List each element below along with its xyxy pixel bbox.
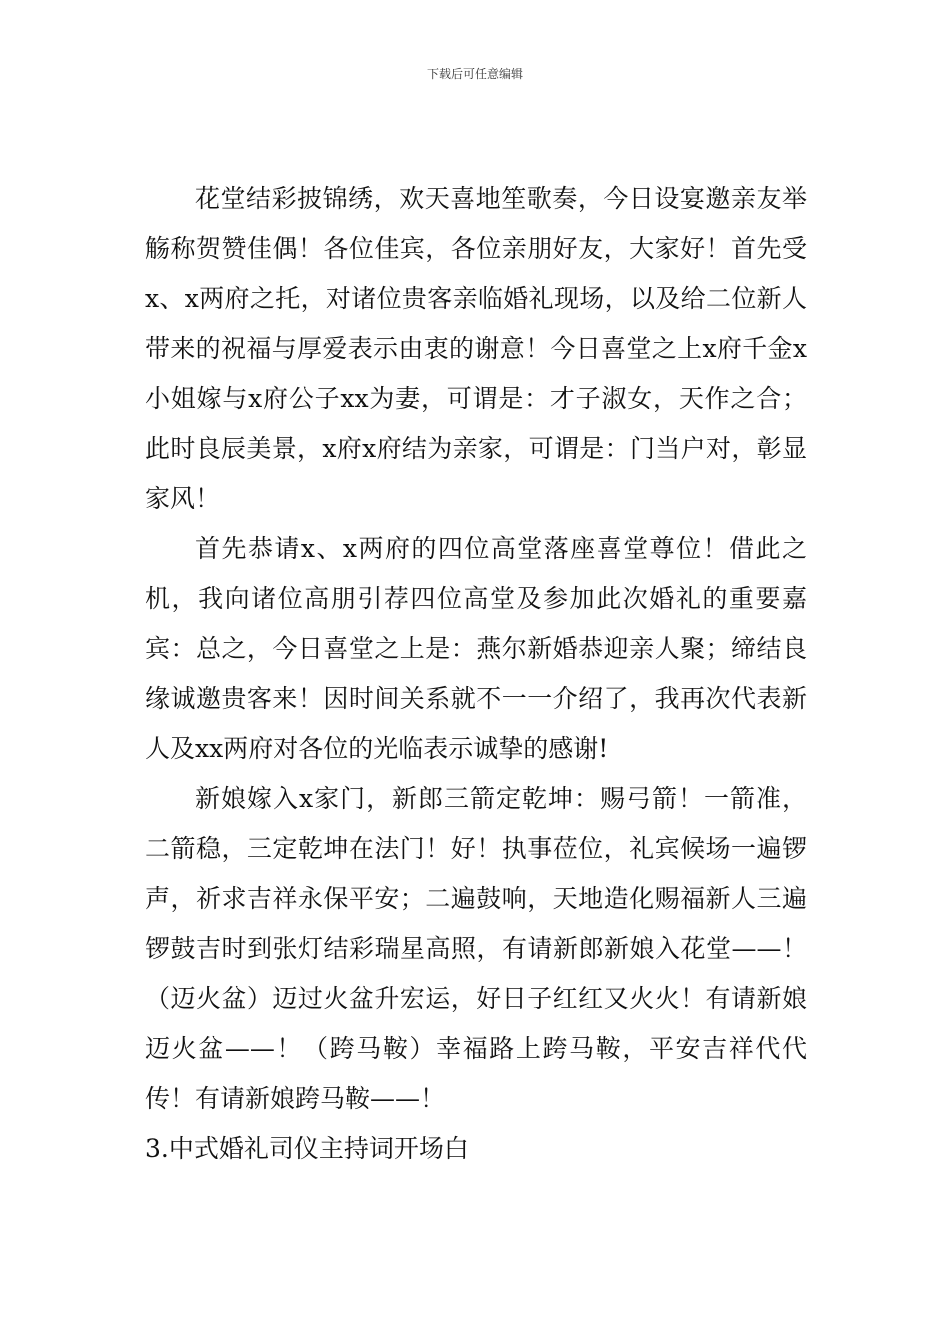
page-header-note: 下载后可任意编辑 [426,67,523,81]
paragraph-1: 花堂结彩披锦绣，欢天喜地笙歌奏，今日设宴邀亲友举觞称贺赞佳偶！各位佳宾，各位亲朋好友，大家好！首先受x、x两府之托，对诸位贵客亲临婚礼现场，以及给二位新人带来的祝福与厚爱表示由衷的谢意！今日喜堂之上x府千金x小姐嫁与x府公子xx为妻，可谓是：才子淑女，天作之合；此时良辰美景，x府x府结为亲家，可谓是：门当户对，彰显家风！ [145,184,807,513]
section-heading: 3.中式婚礼司仪主持词开场白 [145,1134,469,1163]
document-body [145,174,807,1174]
paragraph-2: 首先恭请x、x两府的四位高堂落座喜堂尊位！借此之机，我向诸位高朋引荐四位高堂及参加此次婚礼的重要嘉宾：总之，今日喜堂之上是：燕尔新婚恭迎亲人聚；缔结良缘诚邀贵客来！因时间关系就不一一介绍了，我再次代表新人及xx两府对各位的光临表示诚挚的感谢! [145,534,807,763]
paragraph-3: 新娘嫁入x家门，新郎三箭定乾坤：赐弓箭！一箭准，二箭稳，三定乾坤在法门！好！执事莅位，礼宾候场一遍锣声，祈求吉祥永保平安；二遍鼓响，天地造化赐福新人三遍锣鼓吉时到张灯结彩瑞星高照，有请新郎新娘入花堂——！（迈火盆）迈过火盆升宏运，好日子红红又火火！有请新娘迈火盆——！（跨马鞍）幸福路上跨马鞍，平安吉祥代代传！有请新娘跨马鞍——！ [145,784,807,1113]
